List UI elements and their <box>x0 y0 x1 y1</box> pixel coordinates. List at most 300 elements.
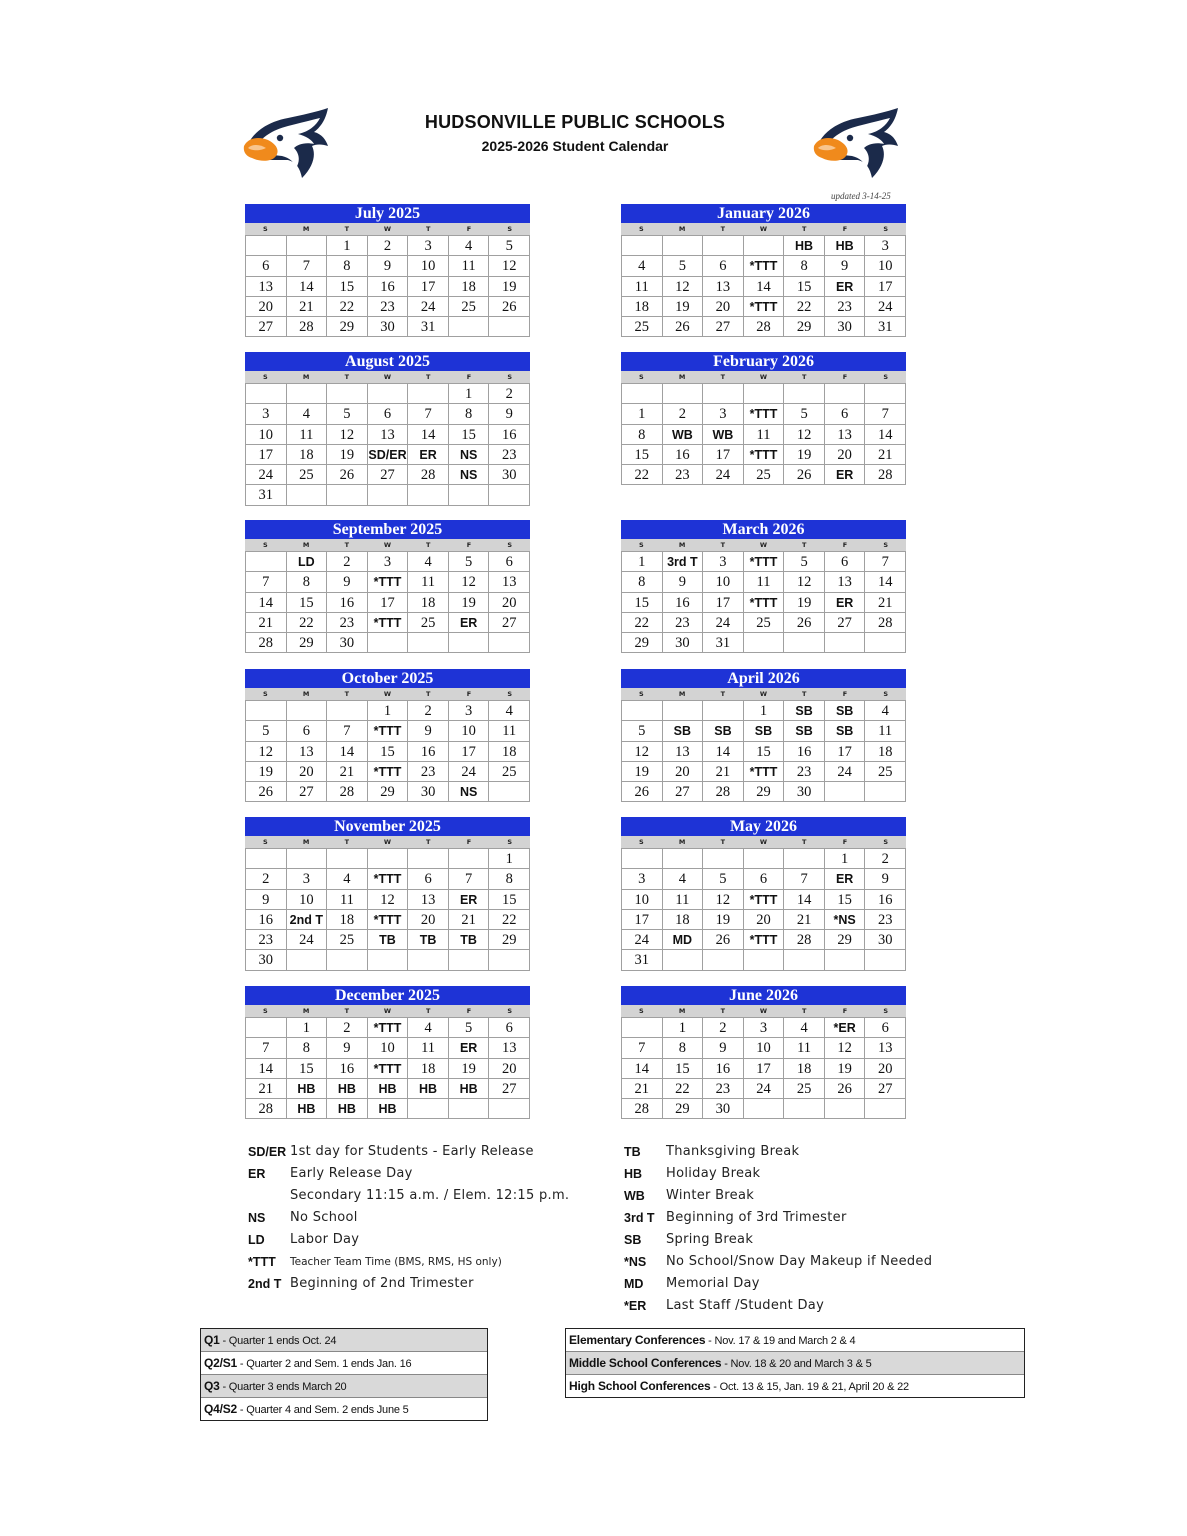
day-cell: 11 <box>744 425 785 445</box>
weekday-label: S <box>507 690 513 698</box>
weekday-label: T <box>720 838 726 846</box>
day-cell <box>489 950 530 970</box>
legend-item <box>248 1207 608 1229</box>
month-calendar <box>245 352 530 506</box>
day-cell: 9 <box>865 869 906 889</box>
day-cell: *TTT <box>368 572 409 592</box>
legend-item <box>248 1141 608 1163</box>
day-cell: 5 <box>784 552 825 572</box>
day-cell: *NS <box>825 910 866 930</box>
day-cell <box>449 633 490 653</box>
month-calendar <box>245 986 530 1119</box>
day-cell <box>327 384 368 404</box>
day-cell: 14 <box>784 890 825 910</box>
day-cell: 15 <box>449 425 490 445</box>
day-cell: 25 <box>744 465 785 485</box>
day-cell: 12 <box>449 572 490 592</box>
day-cell: ER <box>825 465 866 485</box>
day-cell: 6 <box>825 404 866 424</box>
day-cell: 21 <box>449 910 490 930</box>
note-row <box>566 1352 1024 1375</box>
day-cell: 20 <box>663 762 704 782</box>
day-cell: 1 <box>825 849 866 869</box>
day-cell: SB <box>825 701 866 721</box>
day-cell <box>744 236 785 256</box>
day-cell: 3 <box>408 236 449 256</box>
day-cell: 26 <box>703 930 744 950</box>
day-cell: 3 <box>368 552 409 572</box>
day-cell: 6 <box>246 256 287 276</box>
weekday-label: W <box>759 838 768 846</box>
note-key: Middle School Conferences <box>569 1356 722 1370</box>
day-cell <box>408 1099 449 1119</box>
day-cell: 4 <box>622 256 663 276</box>
day-cell: 17 <box>622 910 663 930</box>
day-cell: 9 <box>703 1038 744 1058</box>
day-cell: 2 <box>246 869 287 889</box>
legend-item <box>248 1163 608 1185</box>
day-cell: 14 <box>622 1059 663 1079</box>
note-key: Elementary Conferences <box>569 1333 706 1347</box>
legend-item <box>248 1185 608 1207</box>
day-cell: 29 <box>622 633 663 653</box>
day-cell: 5 <box>663 256 704 276</box>
weekday-header <box>245 371 530 383</box>
day-cell: 18 <box>663 910 704 930</box>
day-grid <box>621 551 906 653</box>
day-cell: 3 <box>703 404 744 424</box>
day-cell: *TTT <box>368 1059 409 1079</box>
day-cell: 30 <box>784 782 825 802</box>
day-cell: 2 <box>703 1018 744 1038</box>
day-cell: 4 <box>408 552 449 572</box>
day-cell: 26 <box>784 465 825 485</box>
note-key: Q4/S2 <box>204 1402 238 1416</box>
day-cell: 18 <box>622 297 663 317</box>
day-cell: 28 <box>865 465 906 485</box>
day-cell: ER <box>449 1038 490 1058</box>
weekday-header <box>245 539 530 551</box>
day-cell: 7 <box>865 404 906 424</box>
month-calendar <box>621 986 906 1119</box>
day-cell: 23 <box>327 613 368 633</box>
day-cell: 14 <box>865 572 906 592</box>
legend-code: LD <box>248 1233 265 1247</box>
day-cell <box>865 633 906 653</box>
legend-description: Thanksgiving Break <box>666 1144 800 1159</box>
day-cell: 11 <box>449 256 490 276</box>
day-cell <box>246 1018 287 1038</box>
day-cell: 30 <box>825 317 866 337</box>
day-cell: 18 <box>408 1059 449 1079</box>
weekday-label: T <box>344 373 350 381</box>
day-cell: 12 <box>784 572 825 592</box>
weekday-label: S <box>263 1007 268 1015</box>
day-cell: 4 <box>489 701 530 721</box>
day-cell: 11 <box>622 277 663 297</box>
note-key: Q1 <box>204 1333 220 1347</box>
day-cell: 15 <box>784 277 825 297</box>
day-cell: 18 <box>784 1059 825 1079</box>
day-cell <box>703 384 744 404</box>
day-cell: 16 <box>784 742 825 762</box>
day-cell <box>246 849 287 869</box>
weekday-label: F <box>842 838 848 846</box>
day-cell: 29 <box>489 930 530 950</box>
day-cell <box>368 849 409 869</box>
day-cell: 24 <box>408 297 449 317</box>
day-cell: 26 <box>246 782 287 802</box>
month-calendar <box>621 204 906 337</box>
day-cell: 20 <box>489 593 530 613</box>
legend-item <box>624 1141 984 1163</box>
day-cell: 16 <box>489 425 530 445</box>
day-cell: HB <box>327 1079 368 1099</box>
day-cell: HB <box>825 236 866 256</box>
day-cell <box>784 384 825 404</box>
weekday-label: T <box>426 690 431 698</box>
day-cell <box>287 236 328 256</box>
day-cell: 14 <box>246 1059 287 1079</box>
day-cell: 15 <box>622 593 663 613</box>
day-cell: *TTT <box>744 762 785 782</box>
weekday-label: M <box>678 690 686 698</box>
day-cell: 30 <box>663 633 704 653</box>
day-cell: 30 <box>368 317 409 337</box>
day-cell: 28 <box>622 1099 663 1119</box>
day-cell: HB <box>287 1079 328 1099</box>
day-cell <box>449 950 490 970</box>
month-calendar <box>245 669 530 802</box>
day-cell: 16 <box>703 1059 744 1079</box>
day-cell: 18 <box>489 742 530 762</box>
day-cell: *TTT <box>744 890 785 910</box>
day-cell: 10 <box>744 1038 785 1058</box>
day-cell: *TTT <box>744 256 785 276</box>
day-cell: 20 <box>865 1059 906 1079</box>
note-row <box>201 1375 487 1398</box>
day-cell: 11 <box>663 890 704 910</box>
weekday-label: T <box>426 373 431 381</box>
day-cell: 6 <box>744 869 785 889</box>
day-cell: 3 <box>744 1018 785 1038</box>
day-cell: 10 <box>408 256 449 276</box>
day-cell: *TTT <box>744 593 785 613</box>
month-calendar <box>245 204 530 337</box>
day-cell: 21 <box>327 762 368 782</box>
day-cell: 18 <box>408 593 449 613</box>
day-cell: ER <box>825 869 866 889</box>
note-row <box>566 1329 1024 1352</box>
weekday-label: S <box>507 838 513 846</box>
month-title: October 2025 <box>245 669 530 688</box>
month-calendar <box>245 817 530 971</box>
day-cell: 26 <box>327 465 368 485</box>
day-cell: 24 <box>246 465 287 485</box>
day-cell: SB <box>825 721 866 741</box>
day-cell: 10 <box>703 572 744 592</box>
legend-code: 2nd T <box>248 1277 282 1291</box>
day-cell <box>622 849 663 869</box>
day-cell: WB <box>663 425 704 445</box>
day-cell: 2 <box>489 384 530 404</box>
weekday-label: F <box>842 373 848 381</box>
day-cell: 19 <box>622 762 663 782</box>
day-cell: 11 <box>784 1038 825 1058</box>
day-cell: 23 <box>368 297 409 317</box>
day-cell: *TTT <box>744 445 785 465</box>
day-cell <box>408 485 449 505</box>
day-cell: 23 <box>865 910 906 930</box>
legend-description: Last Staff /Student Day <box>666 1298 825 1313</box>
weekday-label: W <box>759 1007 768 1015</box>
day-cell: 12 <box>246 742 287 762</box>
weekday-label: S <box>639 838 644 846</box>
day-cell: 31 <box>246 485 287 505</box>
day-cell: 7 <box>865 552 906 572</box>
day-cell: 24 <box>744 1079 785 1099</box>
day-cell: TB <box>449 930 490 950</box>
day-cell: 6 <box>825 552 866 572</box>
day-cell <box>489 485 530 505</box>
month-title: June 2026 <box>621 986 906 1005</box>
note-key: High School Conferences <box>569 1379 711 1393</box>
day-cell: 25 <box>744 613 785 633</box>
day-cell <box>744 384 785 404</box>
day-cell: 7 <box>327 721 368 741</box>
day-cell: 1 <box>744 701 785 721</box>
weekday-header <box>245 1005 530 1017</box>
day-cell <box>489 782 530 802</box>
day-cell: 13 <box>489 1038 530 1058</box>
day-cell: 20 <box>287 762 328 782</box>
conferences-box <box>565 1328 1025 1398</box>
day-cell: 22 <box>622 465 663 485</box>
day-cell: 25 <box>449 297 490 317</box>
day-cell: 1 <box>622 552 663 572</box>
day-cell: 20 <box>246 297 287 317</box>
day-cell: 30 <box>246 950 287 970</box>
day-cell <box>368 485 409 505</box>
weekday-header <box>621 836 906 848</box>
day-cell: *ER <box>825 1018 866 1038</box>
day-cell <box>408 849 449 869</box>
legend-description: 1st day for Students - Early Release <box>290 1144 534 1159</box>
day-cell <box>287 950 328 970</box>
day-cell: 9 <box>327 572 368 592</box>
day-cell: 7 <box>246 572 287 592</box>
day-cell: 18 <box>327 910 368 930</box>
day-cell: 4 <box>327 869 368 889</box>
day-cell: 2 <box>327 1018 368 1038</box>
day-cell: 29 <box>825 930 866 950</box>
day-cell: 13 <box>663 742 704 762</box>
day-grid <box>621 700 906 802</box>
day-cell: 23 <box>703 1079 744 1099</box>
weekday-label: T <box>802 225 807 233</box>
day-cell: 15 <box>489 890 530 910</box>
weekday-label: S <box>883 1007 889 1015</box>
day-cell: 18 <box>449 277 490 297</box>
day-cell: 26 <box>663 317 704 337</box>
weekday-label: W <box>383 838 392 846</box>
page-title: HUDSONVILLE PUBLIC SCHOOLS <box>424 112 726 132</box>
day-cell <box>246 701 287 721</box>
day-cell: 6 <box>368 404 409 424</box>
day-cell: 17 <box>246 445 287 465</box>
weekday-label: T <box>720 1007 726 1015</box>
day-cell: 14 <box>703 742 744 762</box>
legend-item <box>624 1185 984 1207</box>
day-cell: ER <box>825 593 866 613</box>
legend-code: WB <box>624 1189 645 1203</box>
day-cell: 12 <box>327 425 368 445</box>
day-cell: 4 <box>663 869 704 889</box>
weekday-label: W <box>383 1007 392 1015</box>
day-cell: 28 <box>408 465 449 485</box>
day-cell: 3 <box>622 869 663 889</box>
note-text: - Quarter 2 and Sem. 1 ends Jan. 16 <box>237 1358 412 1370</box>
day-cell: 9 <box>246 890 287 910</box>
day-cell: 20 <box>703 297 744 317</box>
day-cell: HB <box>408 1079 449 1099</box>
day-cell <box>368 633 409 653</box>
day-cell: 4 <box>865 701 906 721</box>
day-cell: 23 <box>246 930 287 950</box>
month-calendar <box>621 817 906 971</box>
weekday-label: T <box>802 690 807 698</box>
weekday-header <box>621 1005 906 1017</box>
day-cell: 23 <box>489 445 530 465</box>
day-cell: 1 <box>449 384 490 404</box>
weekday-label: S <box>507 1007 513 1015</box>
day-cell: 2 <box>865 849 906 869</box>
day-cell: 25 <box>865 762 906 782</box>
day-cell: 10 <box>246 425 287 445</box>
weekday-label: W <box>759 541 768 549</box>
day-cell: HB <box>327 1099 368 1119</box>
day-grid <box>621 1017 906 1119</box>
weekday-label: T <box>720 690 726 698</box>
day-cell: 3 <box>287 869 328 889</box>
weekday-label: T <box>802 838 807 846</box>
day-cell: 3 <box>703 552 744 572</box>
page-subtitle: 2025-2026 Student Calendar <box>481 138 669 154</box>
weekday-label: F <box>466 225 472 233</box>
note-text: - Nov. 18 & 20 and March 3 & 5 <box>721 1358 872 1370</box>
day-cell: *TTT <box>368 721 409 741</box>
day-cell: 11 <box>408 1038 449 1058</box>
weekday-label: S <box>639 373 644 381</box>
day-cell: 16 <box>246 910 287 930</box>
day-cell <box>663 849 704 869</box>
weekday-label: S <box>263 690 268 698</box>
month-title: August 2025 <box>245 352 530 371</box>
day-cell: 19 <box>246 762 287 782</box>
note-row <box>566 1375 1024 1397</box>
updated-note: updated 3-14-25 <box>831 191 891 201</box>
legend-code: *ER <box>624 1299 647 1313</box>
day-cell: 26 <box>825 1079 866 1099</box>
day-cell <box>784 849 825 869</box>
legend-description: No School <box>290 1210 358 1225</box>
day-cell: 7 <box>246 1038 287 1058</box>
day-cell <box>825 782 866 802</box>
day-cell: 31 <box>865 317 906 337</box>
day-cell <box>744 950 785 970</box>
weekday-label: M <box>678 225 686 233</box>
day-cell: MD <box>663 930 704 950</box>
day-cell: 27 <box>703 317 744 337</box>
day-cell: 30 <box>408 782 449 802</box>
day-cell: 5 <box>327 404 368 424</box>
legend-item <box>624 1163 984 1185</box>
day-cell: 29 <box>663 1099 704 1119</box>
day-cell <box>449 317 490 337</box>
day-cell: 13 <box>246 277 287 297</box>
weekday-header <box>245 223 530 235</box>
day-cell: 4 <box>449 236 490 256</box>
weekday-label: S <box>507 541 513 549</box>
weekday-header <box>621 223 906 235</box>
day-cell <box>287 849 328 869</box>
day-cell: 7 <box>449 869 490 889</box>
day-cell: 28 <box>246 1099 287 1119</box>
weekday-label: S <box>507 373 513 381</box>
day-cell: HB <box>287 1099 328 1119</box>
day-cell <box>449 1099 490 1119</box>
day-cell: *TTT <box>744 404 785 424</box>
legend-description: Secondary 11:15 a.m. / Elem. 12:15 p.m. <box>290 1188 570 1203</box>
day-cell: 4 <box>287 404 328 424</box>
day-cell: 9 <box>408 721 449 741</box>
day-cell: *TTT <box>744 297 785 317</box>
day-cell: 21 <box>622 1079 663 1099</box>
month-calendar <box>621 669 906 802</box>
day-cell: 25 <box>327 930 368 950</box>
legend-item <box>624 1207 984 1229</box>
day-cell: *TTT <box>744 552 785 572</box>
day-cell: 4 <box>784 1018 825 1038</box>
day-cell: 8 <box>287 572 328 592</box>
day-cell: 13 <box>368 425 409 445</box>
day-cell: SB <box>784 701 825 721</box>
day-cell: 5 <box>703 869 744 889</box>
day-cell: 22 <box>287 613 328 633</box>
day-cell: *TTT <box>368 1018 409 1038</box>
legend-description: Labor Day <box>290 1232 360 1247</box>
month-calendar <box>621 520 906 653</box>
day-cell: 24 <box>703 613 744 633</box>
day-cell <box>408 950 449 970</box>
note-text: - Nov. 17 & 19 and March 2 & 4 <box>705 1335 856 1347</box>
day-cell <box>408 384 449 404</box>
day-grid <box>245 383 530 506</box>
day-cell <box>489 317 530 337</box>
day-cell: 3 <box>449 701 490 721</box>
day-cell <box>287 701 328 721</box>
day-cell: HB <box>368 1099 409 1119</box>
weekday-label: F <box>466 373 472 381</box>
day-grid <box>245 551 530 653</box>
day-cell <box>825 1099 866 1119</box>
day-cell: 27 <box>865 1079 906 1099</box>
day-cell: 27 <box>825 613 866 633</box>
legend-code: SD/ER <box>248 1145 287 1159</box>
day-cell: 4 <box>408 1018 449 1038</box>
day-cell: ER <box>449 613 490 633</box>
day-cell <box>368 950 409 970</box>
